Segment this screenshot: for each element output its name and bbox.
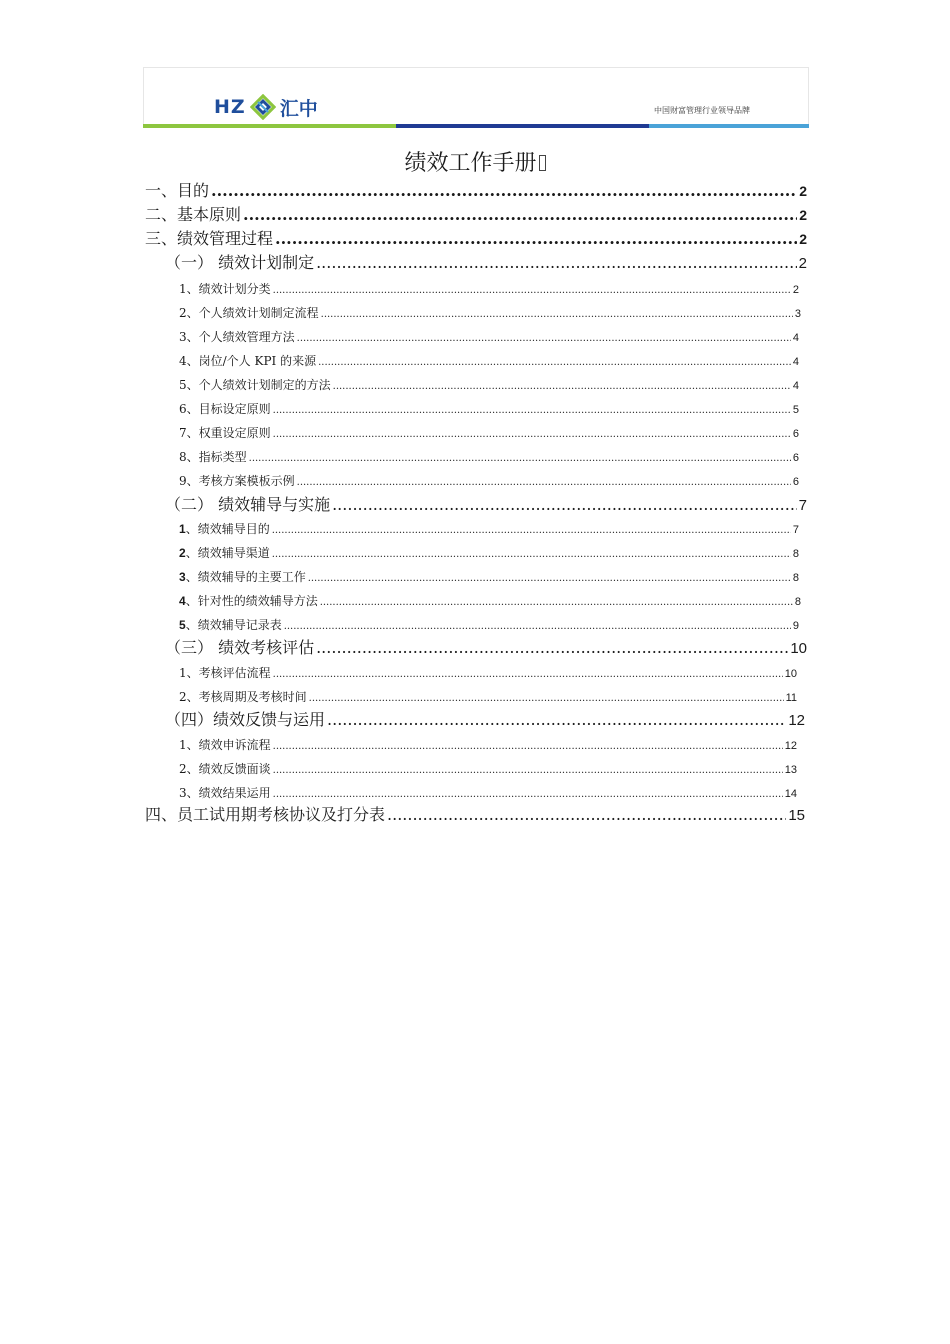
- toc-label: 1、绩效计划分类: [179, 282, 271, 296]
- toc-label: 7、权重设定原则: [179, 426, 271, 440]
- toc-entry-3-2-1[interactable]: [179, 520, 799, 537]
- toc-label: [179, 520, 270, 537]
- toc-leader: [272, 549, 791, 560]
- toc-leader: [309, 693, 784, 704]
- toc-label: 4、岗位/个人 KPI 的来源: [179, 354, 317, 368]
- toc-entry-3-3-2[interactable]: [179, 688, 797, 705]
- toc-page: 2: [792, 284, 799, 296]
- header-bar-blue: [649, 124, 809, 128]
- toc-page: 2: [798, 255, 807, 272]
- toc-entry-3-3[interactable]: [165, 635, 807, 658]
- toc-page: 10: [790, 640, 807, 657]
- toc-entry-3-2-3[interactable]: [179, 568, 799, 585]
- toc-page: 14: [784, 788, 797, 800]
- toc-leader: [297, 477, 791, 488]
- toc-label: （二） 绩效辅导与实施: [165, 495, 331, 514]
- toc-label: 5、个人绩效计划制定的方法: [179, 378, 331, 392]
- toc-label: [179, 592, 318, 609]
- toc-entry-3-2-2[interactable]: [179, 544, 799, 561]
- toc-entry-3[interactable]: [145, 226, 807, 249]
- toc-text: 、绩效辅导记录表: [185, 618, 282, 632]
- toc-label: 9、考核方案模板示例: [179, 474, 295, 488]
- toc-text: 、绩效辅导渠道: [185, 546, 270, 560]
- toc-label: 二、基本原则: [145, 205, 242, 224]
- toc-leader: [249, 453, 791, 464]
- toc-page: 12: [784, 740, 797, 752]
- logo-chinese-text: 汇中: [279, 97, 318, 120]
- toc-leader: [273, 405, 791, 416]
- toc-leader: [273, 429, 791, 440]
- toc-entry-3-3-1[interactable]: [179, 664, 797, 681]
- toc-leader: [275, 229, 797, 248]
- toc-leader: [316, 253, 797, 272]
- header-color-bar: [143, 124, 809, 128]
- toc-leader: [273, 741, 783, 752]
- toc-leader: [297, 333, 791, 344]
- toc-entry-3-1-3[interactable]: [179, 328, 799, 345]
- toc-label: [179, 544, 270, 561]
- toc-leader: [321, 309, 793, 320]
- toc-label: 3、个人绩效管理方法: [179, 330, 295, 344]
- toc-leader: [320, 597, 793, 608]
- toc-entry-3-1-5[interactable]: [179, 376, 799, 393]
- toc-page: 6: [792, 476, 799, 488]
- toc-number: 1: [179, 522, 186, 536]
- toc-label: （四）绩效反馈与运用: [165, 710, 326, 729]
- toc-leader: [273, 285, 791, 296]
- toc-page: 2: [799, 207, 807, 223]
- toc-page: 7: [792, 524, 799, 536]
- toc-entry-4[interactable]: [145, 802, 805, 825]
- toc-page: 5: [792, 404, 799, 416]
- logo-latin-text: HZ: [214, 96, 246, 118]
- toc-page: 2: [799, 183, 807, 199]
- toc-leader: [273, 765, 783, 776]
- toc-page: 12: [788, 712, 805, 729]
- toc-label: 1、绩效申诉流程: [179, 738, 271, 752]
- toc-entry-3-1[interactable]: [165, 250, 807, 273]
- toc-page: 10: [784, 668, 797, 680]
- toc-label: 6、目标设定原则: [179, 402, 271, 416]
- document-title-text: 绩效工作手册: [404, 150, 537, 176]
- toc-entry-3-1-7[interactable]: [179, 424, 799, 441]
- toc-leader: [333, 381, 791, 392]
- toc-entry-3-2-5[interactable]: [179, 616, 799, 633]
- toc-label: 3、绩效结果运用: [179, 786, 271, 800]
- toc-label: [179, 616, 282, 633]
- missing-glyph-box: [539, 155, 546, 171]
- page-header: [143, 67, 809, 127]
- toc-number: 3: [179, 570, 186, 584]
- toc-page: 8: [794, 596, 801, 608]
- toc-entry-1[interactable]: [145, 178, 807, 201]
- toc-page: 8: [792, 548, 799, 560]
- toc-leader: [308, 573, 791, 584]
- toc-text: 、针对性的绩效辅导方法: [185, 594, 318, 608]
- toc-page: 11: [785, 692, 797, 704]
- company-logo: [214, 94, 318, 120]
- toc-leader: [327, 710, 786, 729]
- toc-leader: [211, 181, 797, 200]
- toc-entry-3-1-8[interactable]: [179, 448, 799, 465]
- toc-entry-3-4[interactable]: [165, 707, 805, 730]
- toc-number: 4: [179, 594, 186, 608]
- toc-page: 13: [784, 764, 797, 776]
- toc-label: 1、考核评估流程: [179, 666, 271, 680]
- toc-page: 7: [798, 497, 807, 514]
- logo-mark-icon: [250, 94, 276, 120]
- toc-label: 2、考核周期及考核时间: [179, 690, 307, 704]
- toc-label: （一） 绩效计划制定: [165, 253, 315, 272]
- toc-number: 5: [179, 618, 186, 632]
- toc-text: 、绩效辅导目的: [185, 522, 270, 536]
- toc-page: 9: [792, 620, 799, 632]
- toc-leader: [272, 525, 791, 536]
- toc-page: 15: [788, 807, 805, 824]
- header-bar-navy: [396, 124, 649, 128]
- toc-number: 2: [179, 546, 186, 560]
- document-title: [0, 146, 950, 177]
- toc-leader: [243, 205, 797, 224]
- toc-page: 2: [799, 231, 807, 247]
- toc-entry-3-1-2[interactable]: [179, 304, 801, 321]
- toc-page: 6: [792, 452, 799, 464]
- toc-page: 3: [794, 308, 801, 320]
- toc-leader: [318, 357, 791, 368]
- toc-entry-2[interactable]: [145, 202, 807, 225]
- toc-entry-3-1-6[interactable]: [179, 400, 799, 417]
- toc-entry-3-1-4[interactable]: [179, 352, 799, 369]
- toc-entry-3-2-4[interactable]: [179, 592, 801, 609]
- toc-leader: [316, 638, 788, 657]
- header-slogan: 中国财富管理行业领导品牌: [654, 106, 750, 115]
- toc-label: 2、个人绩效计划制定流程: [179, 306, 319, 320]
- toc-entry-3-2[interactable]: [165, 492, 807, 515]
- toc-page: 4: [792, 356, 799, 368]
- toc-leader: [387, 805, 786, 824]
- toc-label: [179, 568, 306, 585]
- header-bar-green: [143, 124, 396, 128]
- toc-entry-3-1-9[interactable]: [179, 472, 799, 489]
- toc-entry-3-1-1[interactable]: [179, 280, 799, 297]
- toc-leader: [273, 669, 783, 680]
- toc-entry-3-4-3[interactable]: [179, 784, 797, 801]
- toc-label: 四、员工试用期考核协议及打分表: [145, 805, 386, 824]
- toc-label: 2、绩效反馈面谈: [179, 762, 271, 776]
- toc-page: 4: [792, 332, 799, 344]
- toc-leader: [284, 621, 791, 632]
- toc-label: 8、指标类型: [179, 450, 247, 464]
- toc-entry-3-4-1[interactable]: [179, 736, 797, 753]
- toc-label: 一、目的: [145, 181, 210, 200]
- toc-page: 8: [792, 572, 799, 584]
- toc-label: （三） 绩效考核评估: [165, 638, 315, 657]
- toc-leader: [332, 495, 797, 514]
- toc-text: 、绩效辅导的主要工作: [185, 570, 306, 584]
- toc-label: 三、绩效管理过程: [145, 229, 274, 248]
- toc-entry-3-4-2[interactable]: [179, 760, 797, 777]
- toc-page: 4: [792, 380, 799, 392]
- toc-leader: [273, 789, 783, 800]
- toc-page: 6: [792, 428, 799, 440]
